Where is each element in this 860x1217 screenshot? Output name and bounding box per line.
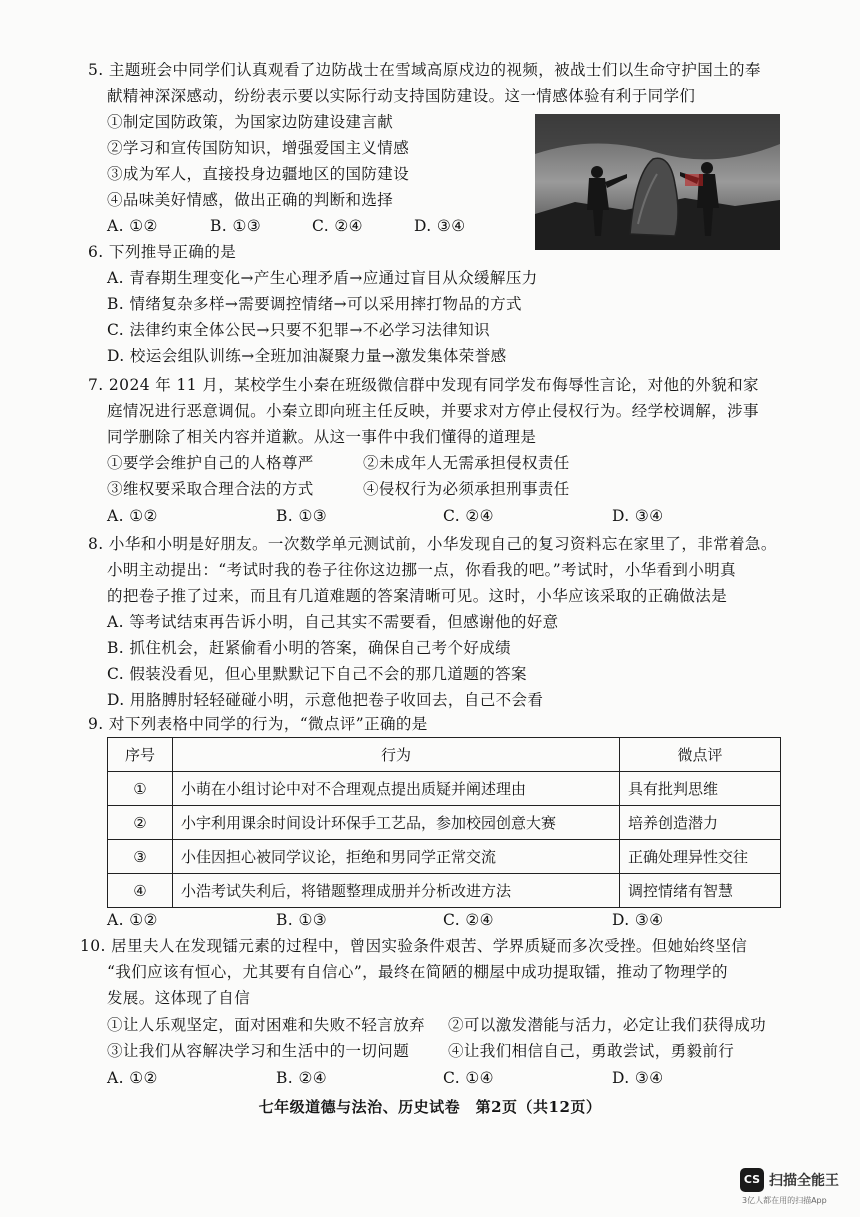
q6-option-b: B. 情绪复杂多样→需要调控情绪→可以采用摔打物品的方式 xyxy=(107,295,522,313)
q7-option-a: A. ①② xyxy=(107,507,158,525)
q7-option-b: B. ①③ xyxy=(276,507,328,525)
q5-option-c: C. ②④ xyxy=(312,217,363,235)
q7-statement-4: ④侵权行为必须承担刑事责任 xyxy=(363,480,570,498)
q7-stem-line3: 同学删除了相关内容并道歉。从这一事件中我们懂得的道理是 xyxy=(107,428,537,446)
q7-statement-2: ②未成年人无需承担侵权责任 xyxy=(363,454,570,472)
q8-option-d: D. 用胳膊肘轻轻碰碰小明，示意他把卷子收回去，自己不会看 xyxy=(107,691,544,709)
scanner-watermark xyxy=(740,1168,852,1208)
q7-option-d: D. ③④ xyxy=(612,507,664,525)
q6-option-a: A. 青春期生理变化→产生心理矛盾→应通过盲目从众缓解压力 xyxy=(107,269,538,287)
q9-option-b: B. ①③ xyxy=(276,911,328,929)
q9-stem: 9. 对下列表格中同学的行为，“微点评”正确的是 xyxy=(88,715,428,733)
row-comment: 正确处理异性交往 xyxy=(620,840,781,874)
q10-statement-3: ③让我们从容解决学习和生活中的一切问题 xyxy=(107,1042,410,1060)
q10-stem-line1: 10. 居里夫人在发现镭元素的过程中，曾因实验条件艰苦、学界质疑而多次受挫。但她始终坚信 xyxy=(80,937,748,955)
row-no: ③ xyxy=(108,840,173,874)
row-comment: 具有批判思维 xyxy=(620,772,781,806)
q8-stem-line1: 8. 小华和小明是好朋友。一次数学单元测试前，小华发现自己的复习资料忘在家里了，非常着急。 xyxy=(88,535,777,553)
q7-option-c: C. ②④ xyxy=(443,507,494,525)
q8-stem-line3: 的把卷子推了过来，而且有几道难题的答案清晰可见。这时，小华应该采取的正确做法是 xyxy=(107,587,728,605)
row-comment: 培养创造潜力 xyxy=(620,806,781,840)
header-no: 序号 xyxy=(108,738,173,772)
q9-option-a: A. ①② xyxy=(107,911,158,929)
q10-stem-line2: “我们应该有恒心，尤其要有自信心”，最终在简陋的棚屋中成功提取镭，推动了物理学的 xyxy=(107,963,728,981)
q9-option-d: D. ③④ xyxy=(612,911,664,929)
page-footer: 七年级道德与法治、历史试卷 第2页（共12页） xyxy=(258,1098,602,1116)
brand-tagline: 3亿人都在用的扫描App xyxy=(742,1196,827,1205)
q5-stem-line1: 5. 主题班会中同学们认真观看了边防战士在雪域高原戍边的视频，被战士们以生命守护国土的奉 xyxy=(88,61,761,79)
q8-option-a: A. 等考试结束再告诉小明，自己其实不需要看，但感谢他的好意 xyxy=(107,613,559,631)
table-row xyxy=(108,772,781,806)
q10-option-a: A. ①② xyxy=(107,1069,158,1087)
table-header-row xyxy=(108,738,781,772)
q5-stem-line2: 献精神深深感动，纷纷表示要以实际行动支持国防建设。这一情感体验有利于同学们 xyxy=(107,87,696,105)
q6-option-d: D. 校运会组队训练→全班加油凝聚力量→激发集体荣誉感 xyxy=(107,347,507,365)
q10-option-d: D. ③④ xyxy=(612,1069,664,1087)
q5-option-d: D. ③④ xyxy=(414,217,466,235)
q7-statement-1: ①要学会维护自己的人格尊严 xyxy=(107,454,314,472)
row-behavior: 小宇利用课余时间设计环保手工艺品，参加校园创意大赛 xyxy=(173,806,620,840)
q8-option-c: C. 假装没看见，但心里默默记下自己不会的那几道题的答案 xyxy=(107,665,527,683)
q7-stem-line2: 庭情况进行恶意调侃。小秦立即向班主任反映，并要求对方停止侵权行为。经学校调解，涉事 xyxy=(107,402,759,420)
border-soldiers-photo xyxy=(535,114,780,250)
camscanner-logo-icon: CS xyxy=(740,1168,764,1192)
q10-option-c: C. ①④ xyxy=(443,1069,494,1087)
behavior-table xyxy=(107,737,781,908)
table-row xyxy=(108,806,781,840)
row-no: ① xyxy=(108,772,173,806)
q10-statement-1: ①让人乐观坚定，面对困难和失败不轻言放弃 xyxy=(107,1016,426,1034)
row-no: ④ xyxy=(108,874,173,908)
row-behavior: 小佳因担心被同学议论，拒绝和男同学正常交流 xyxy=(173,840,620,874)
row-comment: 调控情绪有智慧 xyxy=(620,874,781,908)
q7-stem-line1: 7. 2024 年 11 月，某校学生小秦在班级微信群中发现有同学发布侮辱性言论，对他的外貌和家 xyxy=(88,376,759,394)
q6-stem: 6. 下列推导正确的是 xyxy=(88,243,237,261)
q10-statement-4: ④让我们相信自己，勇敢尝试，勇毅前行 xyxy=(448,1042,735,1060)
row-behavior: 小浩考试失利后，将错题整理成册并分析改进方法 xyxy=(173,874,620,908)
row-no: ② xyxy=(108,806,173,840)
q10-option-b: B. ②④ xyxy=(276,1069,328,1087)
q7-statement-3: ③维权要采取合理合法的方式 xyxy=(107,480,314,498)
q5-option-a: A. ①② xyxy=(107,217,158,235)
q5-option-b: B. ①③ xyxy=(210,217,262,235)
header-comment: 微点评 xyxy=(620,738,781,772)
q5-statement-3: ③成为军人，直接投身边疆地区的国防建设 xyxy=(107,165,410,183)
q8-stem-line2: 小明主动提出：“考试时我的卷子往你这边挪一点，你看我的吧。”考试时，小华看到小明真 xyxy=(107,561,737,579)
soldiers-image xyxy=(535,114,780,250)
table-row xyxy=(108,840,781,874)
header-behavior: 行为 xyxy=(173,738,620,772)
q10-statement-2: ②可以激发潜能与活力，必定让我们获得成功 xyxy=(448,1016,767,1034)
table-row xyxy=(108,874,781,908)
q10-stem-line3: 发展。这体现了自信 xyxy=(107,989,251,1007)
q5-statement-2: ②学习和宣传国防知识，增强爱国主义情感 xyxy=(107,139,410,157)
q5-statement-4: ④品味美好情感，做出正确的判断和选择 xyxy=(107,191,394,209)
brand-name: 扫描全能王 xyxy=(769,1173,839,1189)
q8-option-b: B. 抓住机会，赶紧偷看小明的答案，确保自己考个好成绩 xyxy=(107,639,512,657)
q9-option-c: C. ②④ xyxy=(443,911,494,929)
q6-option-c: C. 法律约束全体公民→只要不犯罪→不必学习法律知识 xyxy=(107,321,491,339)
q5-statement-1: ①制定国防政策，为国家边防建设建言献 xyxy=(107,113,394,131)
row-behavior: 小萌在小组讨论中对不合理观点提出质疑并阐述理由 xyxy=(173,772,620,806)
